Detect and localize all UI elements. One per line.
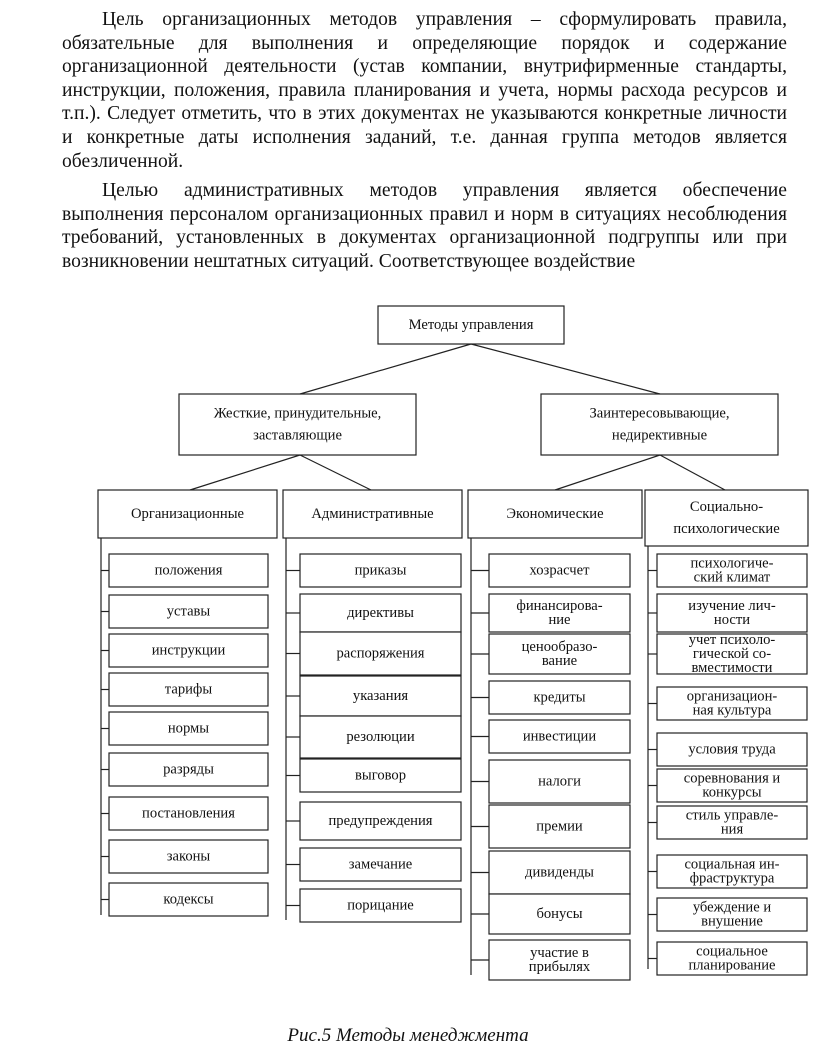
group-administrative-item-text: директивы — [347, 605, 414, 621]
group-economic-item-text: финансирова- — [516, 598, 603, 614]
group-administrative-item-text: выговор — [355, 767, 406, 784]
group-economic-item-text: участие в — [530, 945, 589, 961]
group-organizational-item-text: тарифы — [164, 681, 213, 698]
group-administrative-title-text: Административные — [311, 506, 434, 522]
group-social-psychological-item-text: организацион- — [686, 688, 778, 705]
group-social-psychological-item-text: стиль управле- — [685, 807, 779, 824]
group-economic-item-text: вание — [541, 653, 578, 669]
group-economic-item-text: прибылях — [528, 959, 591, 975]
connector-line — [471, 344, 660, 394]
group-organizational-item-text: законы — [166, 848, 211, 865]
group-administrative-item-text: замечание — [348, 856, 413, 873]
group-economic-item-text: налоги — [538, 773, 581, 790]
group-social-psychological-item-text: вместимости — [691, 660, 773, 676]
group-social-psychological-item-text: гической со- — [692, 646, 772, 662]
group-organizational-item-text: постановления — [142, 805, 235, 822]
group-social-psychological-item-text: ния — [720, 821, 744, 838]
group-social-psychological-item-text: конкурсы — [702, 784, 762, 801]
node-hard-methods-text: заставляющие — [253, 427, 342, 444]
root-node-methods-text: Методы управления — [408, 317, 534, 333]
group-organizational-item-text: положения — [154, 562, 223, 579]
group-social-psychological-title-text: психологические — [673, 521, 780, 537]
node-hard-methods-text: Жесткие, принудительные, — [213, 405, 382, 422]
group-economic-item-text: премии — [536, 818, 583, 835]
group-economic-item-text: ценообразо- — [521, 639, 598, 655]
group-social-psychological-item-text: убеждение и — [692, 899, 772, 916]
group-social-psychological-item-text: соревнования и — [683, 770, 781, 787]
group-organizational-item-text: нормы — [167, 720, 210, 737]
group-economic-item-text: бонусы — [536, 906, 583, 922]
group-administrative-item-text: порицание — [347, 897, 414, 914]
group-administrative-item-text: указания — [352, 688, 409, 704]
node-interested-methods — [541, 394, 778, 455]
group-social-psychological-title-text: Социально- — [689, 499, 764, 515]
group-social-psychological-item-text: изучение лич- — [688, 598, 776, 614]
connector-line — [300, 344, 471, 394]
connector-line — [555, 455, 660, 490]
node-hard-methods — [179, 394, 416, 455]
group-social-psychological-item-text: ности — [713, 612, 751, 628]
paragraph-organizational-methods: Цель организационных методов управления – сформулировать правила, обязательные для выполнения и определяющие порядок и содержание организационной деятельности (устав компании, внутрифирменные стандарты, инструкции, положения, правила планирования и учета, нормы расхода ресурсов и т.п.). Следует отметить, что в этих документах не указываются конкретные личности и конкретные даты исполнения заданий, т.е. данная группа методов является обезличенной. — [62, 9, 787, 172]
group-organizational-title-text: Организационные — [131, 506, 244, 522]
group-administrative-item-text: распоряжения — [336, 645, 425, 662]
connector-line — [660, 455, 725, 490]
group-social-psychological-item-text: внушение — [701, 913, 763, 930]
group-economic-item-text: кредиты — [533, 689, 586, 706]
group-organizational-item-text: разряды — [163, 761, 214, 778]
group-organizational-item-text: кодексы — [163, 891, 214, 908]
group-social-psychological-item-text: учет психоло- — [688, 632, 776, 648]
group-administrative-item-text: резолюции — [346, 729, 415, 745]
connector-line — [190, 455, 300, 490]
node-interested-methods-text: Заинтересовывающие, — [589, 405, 730, 422]
group-social-psychological-item-text: социальное — [696, 943, 768, 960]
group-social-psychological-item-text: фраструктура — [689, 870, 775, 887]
group-administrative-item-text: приказы — [354, 562, 407, 579]
group-economic-item-text: дивиденды — [525, 864, 594, 881]
figure-caption: Рис.5 Методы менеджмента — [287, 1025, 529, 1046]
group-social-psychological-item-text: планирование — [688, 957, 776, 974]
group-social-psychological-item-text: социальная ин- — [684, 856, 780, 873]
group-organizational-item-text: инструкции — [151, 642, 226, 659]
group-administrative-item-text: предупреждения — [328, 813, 433, 829]
group-economic-title-text: Экономические — [506, 506, 604, 522]
group-social-psychological-item-text: психологиче- — [690, 555, 774, 572]
connector-line — [300, 455, 371, 490]
group-economic-item-text: ние — [548, 612, 571, 628]
group-organizational-item-text: уставы — [166, 603, 211, 620]
paragraph-administrative-methods: Целью административных методов управления является обеспечение выполнения персоналом организационных правил и норм в ситуациях несоблюдения требований, установленных в документах организационной подгруппы или при возникновении нештатных ситуаций. Соответствующее воздействие — [62, 180, 787, 272]
group-economic-item-text: хозрасчет — [529, 562, 590, 579]
group-social-psychological-item-text: ский климат — [693, 569, 771, 586]
group-social-psychological-item-text: условия труда — [688, 741, 776, 758]
group-social-psychological-item-text: ная культура — [692, 702, 772, 719]
node-interested-methods-text: недирективные — [611, 427, 708, 444]
group-economic-item-text: инвестиции — [522, 728, 597, 745]
